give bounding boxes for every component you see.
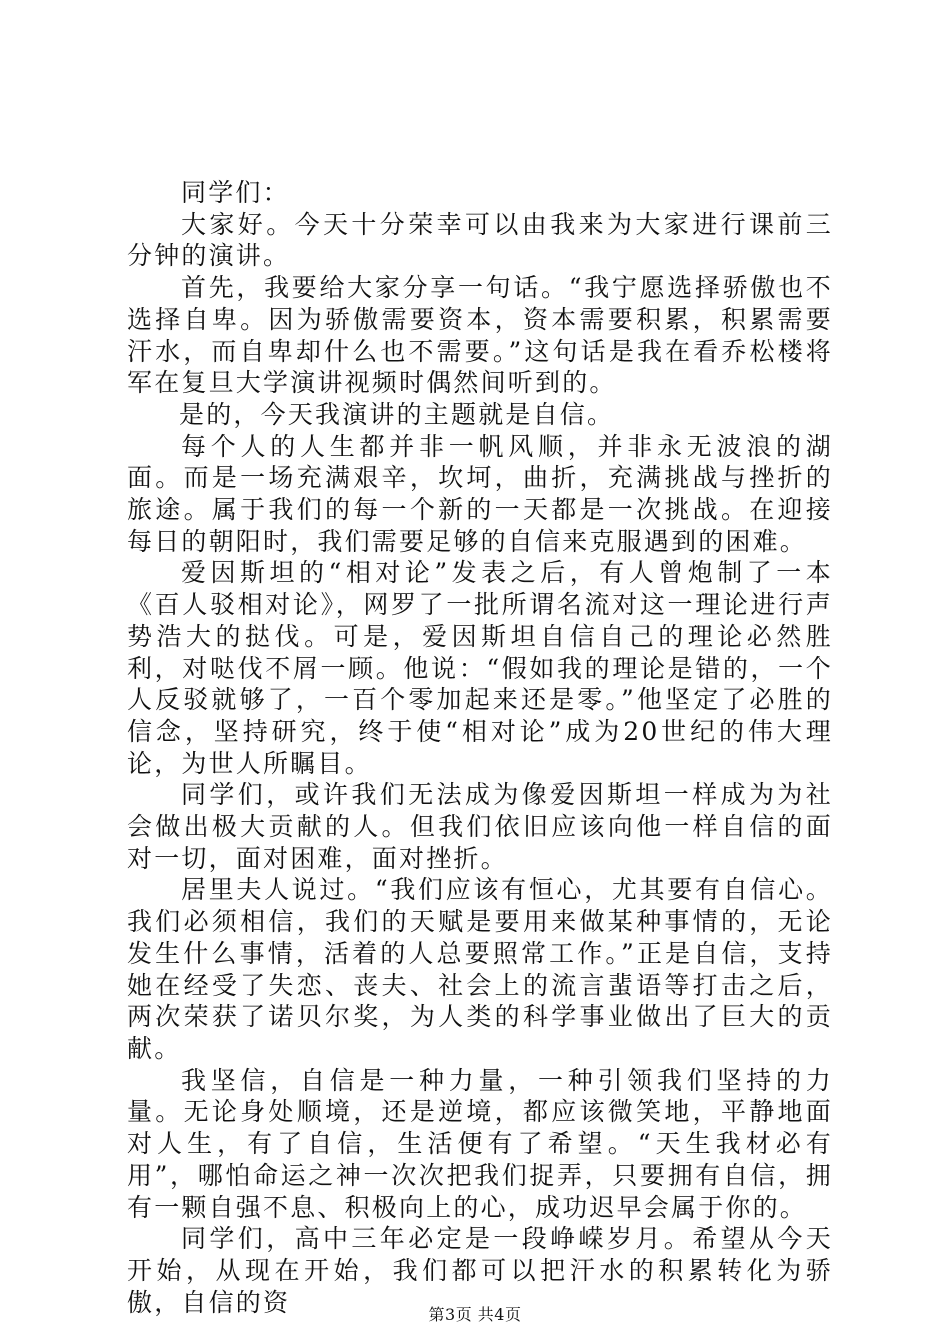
quote-paragraph: 首先，我要给大家分享一句话。“我宁愿选择骄傲也不选择自卑。因为骄傲需要资本，资本需要积累，积累需要汗水，而自卑却什么也不需要。”这句话是我在看乔松楼将军在复旦大学演讲视频时偶然间听到的。 (127, 273, 833, 398)
belief-paragraph: 我坚信，自信是一种力量，一种引领我们坚持的力量。无论身处顺境，还是逆境，都应该微笑地，平静地面对人生，有了自信，生活便有了希望。“天生我材必有用”，哪怕命运之神一次次把我们捉弄，只要拥有自信，拥有一颗自强不息、积极向上的心，成功迟早会属于你的。 (127, 1065, 833, 1222)
speech-text (127, 177, 833, 1318)
theme-paragraph: 是的，今天我演讲的主题就是自信。 (179, 399, 615, 429)
curie-paragraph: 居里夫人说过。“我们应该有恒心，尤其要有自信心。我们必须相信，我们的天赋是要用来做某种事情的，无论发生什么事情，活着的人总要照常工作。”正是自信，支持她在经受了失恋、丧夫、社会上的流言蜚语等打击之后，两次荣获了诺贝尔奖，为人类的科学事业做出了巨大的贡献。 (127, 875, 833, 1063)
page-number-footer: 第3页 共4页 (428, 1305, 522, 1324)
life-paragraph: 每个人的人生都并非一帆风顺，并非永无波浪的湖面。而是一场充满艰辛，坎坷，曲折，充满挑战与挫折的旅途。属于我们的每一个新的一天都是一次挑战。在迎接每日的朝阳时，我们需要足够的自信来克服遇到的困难。 (127, 431, 833, 556)
classmates-paragraph: 同学们，或许我们无法成为像爱因斯坦一样成为为社会做出极大贡献的人。但我们依旧应该向他一样自信的面对一切，面对困难，面对挫折。 (127, 780, 833, 873)
einstein-paragraph: 爱因斯坦的“相对论”发表之后，有人曾炮制了一本《百人驳相对论》，网罗了一批所谓名流对这一理论进行声势浩大的挞伐。可是，爱因斯坦自信自己的理论必然胜利，对哒伐不屑一顾。他说：“假如我的理论是错的，一个人反驳就够了，一百个零加起来还是零。”他坚定了必胜的信念，坚持研究，终于使“相对论”成为20世纪的伟大理论，为世人所瞩目。 (127, 558, 833, 778)
greeting-paragraph: 同学们： (181, 178, 290, 207)
closing-paragraph: 同学们，高中三年必定是一段峥嵘岁月。希望从今天开始，从现在开始，我们都可以把汗水的积累转化为骄傲，自信的资 (127, 1224, 833, 1317)
opening-paragraph: 大家好。今天十分荣幸可以由我来为大家进行课前三分钟的演讲。 (127, 209, 833, 271)
